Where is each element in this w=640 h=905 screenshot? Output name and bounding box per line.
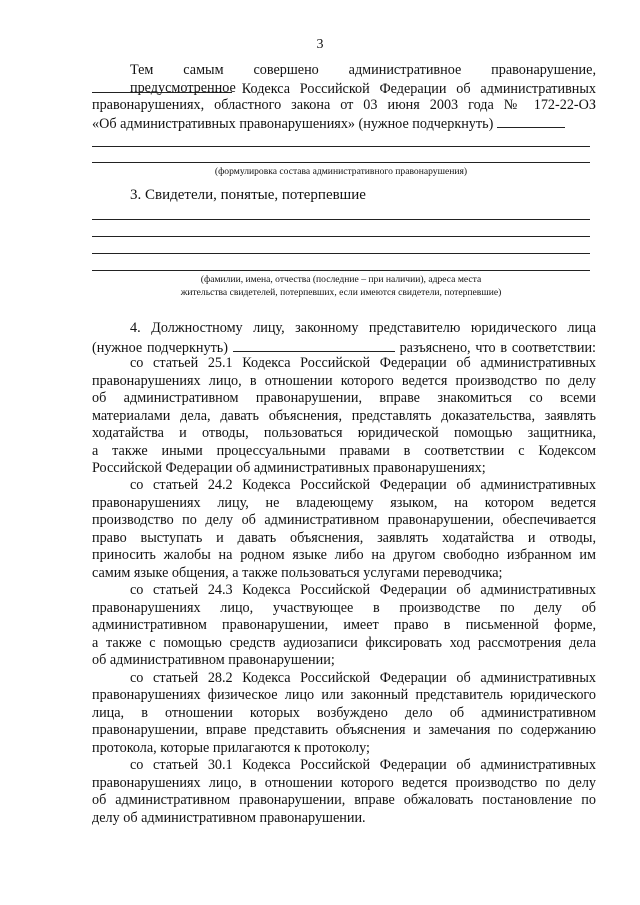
art-25-1-line: правонарушениях лицо, в отношении которого ведется производство по делу xyxy=(92,373,596,389)
blank-line[interactable] xyxy=(92,162,590,163)
art-30-1-line: об административном правонарушении, вправе обжаловать постановление по xyxy=(92,792,596,808)
art-24-2-line: приносить жалобы на родном языке либо на другом свободно избранном им xyxy=(92,547,596,563)
section-4-line-2-a: (нужное подчеркнуть) xyxy=(92,340,228,356)
intro-line-2-text: Кодекса Российской Федерации об административных xyxy=(241,81,596,97)
art-24-2-line: право выступать и давать объяснения, заявлять ходатайства и отводы, xyxy=(92,530,596,546)
art-28-2-line: лица, в отношении которых возбуждено дело об административном xyxy=(92,705,596,721)
blank-field[interactable] xyxy=(497,114,565,128)
intro-line-4-text: «Об административных правонарушениях» (нужное подчеркнуть) xyxy=(92,116,494,132)
art-25-1-line: материалами дела, давать объяснения, представлять доказательства, заявлять xyxy=(92,408,596,424)
page-number: 3 xyxy=(316,37,324,52)
caption-witnesses-line-1: (фамилии, имена, отчества (последние – при наличии), адреса места xyxy=(200,274,482,285)
art-25-1-line: ходатайства и отводы, пользоваться юридической помощью защитника, xyxy=(92,425,596,441)
art-30-1-line: со статьей 30.1 Кодекса Российской Федерации об административных xyxy=(130,757,596,773)
caption-offense-formulation: (формулировка состава административного правонарушения) xyxy=(214,166,468,177)
section-4-line-1: 4. Должностному лицу, законному представителю юридического лица xyxy=(130,320,596,336)
art-24-3-line: административном правонарушении, имеет право в письменной форме, xyxy=(92,617,596,633)
art-25-1-line: об административном правонарушении, вправе знакомиться со всеми xyxy=(92,390,596,406)
art-30-1-line: делу об административном правонарушении. xyxy=(92,810,366,826)
art-25-1-line: Российской Федерации об административных правонарушениях; xyxy=(92,460,486,476)
art-24-2-line: производство по делу об административном правонарушении, обеспечивается xyxy=(92,512,596,528)
art-24-2-line: правонарушениях лицу, не владеющему языком, на котором ведется xyxy=(92,495,596,511)
art-24-2-line: со статьей 24.2 Кодекса Российской Федерации об административных xyxy=(130,477,596,493)
intro-line-1: Тем самым совершено административное правонарушение, предусмотренное xyxy=(130,62,596,96)
blank-field[interactable] xyxy=(233,338,395,352)
caption-witnesses-line-2: жительства свидетелей, потерпевших, если имеются свидетели, потерпевшие) xyxy=(180,287,502,298)
blank-line[interactable] xyxy=(92,253,590,254)
art-24-3-line: правонарушениях лицо, участвующее в производстве по делу об xyxy=(92,600,596,616)
section-3-heading: 3. Свидетели, понятые, потерпевшие xyxy=(130,187,366,203)
art-28-2-line: протокола, которые прилагаются к протоколу; xyxy=(92,740,370,756)
blank-line[interactable] xyxy=(92,219,590,220)
blank-line[interactable] xyxy=(92,270,590,271)
art-28-2-line: правонарушении, вправе представить объяснения и замечания по содержанию xyxy=(92,722,596,738)
section-4-line-2-b: разъяснено, что в соответствии: xyxy=(399,340,597,356)
art-25-1-line: а также иными процессуальными правами в соответствии с Кодексом xyxy=(92,443,596,459)
art-28-2-line: со статьей 28.2 Кодекса Российской Федерации об административных xyxy=(130,670,596,686)
art-24-3-line: со статьей 24.3 Кодекса Российской Федерации об административных xyxy=(130,582,596,598)
art-30-1-line: правонарушениях лицо, в отношении которого ведется производство по делу xyxy=(92,775,596,791)
intro-line-4 xyxy=(92,114,596,134)
art-28-2-line: правонарушениях физическое лицо или законный представитель юридического xyxy=(92,687,596,703)
blank-line[interactable] xyxy=(92,236,590,237)
art-24-3-line: об административном правонарушении; xyxy=(92,652,335,668)
blank-field[interactable] xyxy=(92,79,232,93)
blank-line[interactable] xyxy=(92,146,590,147)
intro-line-2 xyxy=(92,79,596,99)
intro-line-3: правонарушениях, областного закона от 03 июня 2003 года № 172-22-ОЗ xyxy=(92,97,596,113)
art-25-1-line: со статьей 25.1 Кодекса Российской Федерации об административных xyxy=(130,355,596,371)
art-24-3-line: а также с помощью средств аудиозаписи фиксировать ход рассмотрения дела xyxy=(92,635,596,651)
art-24-2-line: самим языке общения, а также пользоваться услугами переводчика; xyxy=(92,565,503,581)
